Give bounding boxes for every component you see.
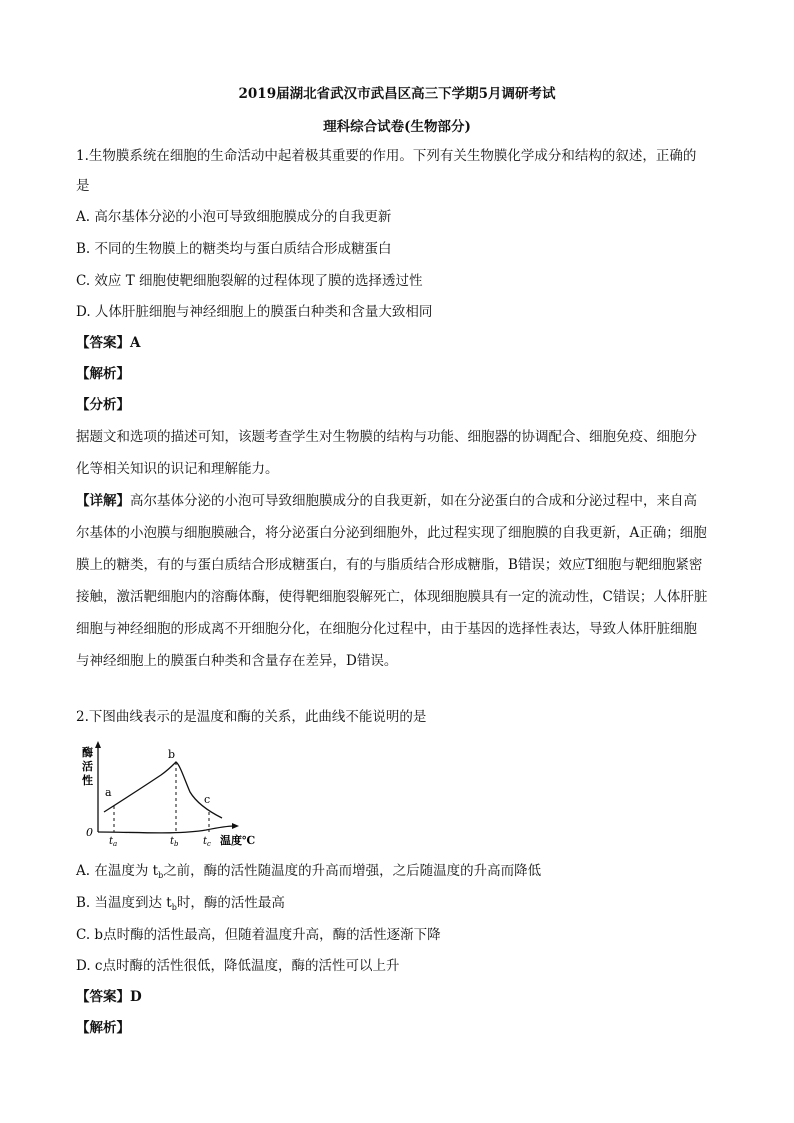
q1-detail-line: 接触，激活靶细胞内的溶酶体酶，使得靶细胞裂解死亡，体现细胞膜具有一定的流动性，C错误；人体肝脏 <box>76 589 708 605</box>
q1-stem-cont: 是 <box>76 178 90 194</box>
y-axis-label: 活 <box>82 760 93 773</box>
tick-tb-sub: b <box>174 840 179 848</box>
q1-analysis-label: 【解析】 <box>76 366 130 382</box>
q2-option-a-sub: b <box>158 871 164 880</box>
page-subtitle: 理科综合试卷(生物部分) <box>323 119 471 135</box>
x-axis <box>98 826 234 833</box>
q1-stem: 1.生物膜系统在细胞的生命活动中起着极其重要的作用。下列有关生物膜化学成分和结构的叙述，正确的 <box>76 148 697 164</box>
tick-ta-sub: a <box>113 840 118 848</box>
q2-answer: 【答案】D <box>76 989 142 1005</box>
x-axis-label: 温度℃ <box>220 834 256 847</box>
point-a-label: a <box>105 786 112 799</box>
origin-label: 0 <box>86 826 93 839</box>
point-b-label: b <box>168 748 176 761</box>
q1-fenxi-line: 化等相关知识的识记和理解能力。 <box>76 461 279 477</box>
q2-option-b-pre: B. 当温度到达 t <box>76 895 172 911</box>
enzyme-temperature-figure <box>76 740 266 850</box>
tick-tc <box>203 836 211 848</box>
q1-fenxi-line: 据题文和选项的描述可知，该题考查学生对生物膜的结构与功能、细胞器的协调配合、细胞免疫、细胞分 <box>76 429 697 445</box>
y-axis-label: 性 <box>82 774 93 787</box>
q1-option-d: D. 人体肝脏细胞与神经细胞上的膜蛋白种类和含量大致相同 <box>76 304 433 320</box>
tick-tb <box>170 836 179 848</box>
page-title: 2019届湖北省武汉市武昌区高三下学期5月调研考试 <box>238 86 556 102</box>
q2-option-b-sub: b <box>171 903 177 912</box>
q1-option-a: A. 高尔基体分泌的小泡可导致细胞膜成分的自我更新 <box>76 209 392 225</box>
q2-option-a-pre: A. 在温度为 t <box>76 863 159 879</box>
q1-detail-line: 与神经细胞上的膜蛋白种类和含量存在差异，D错误。 <box>76 653 398 669</box>
q1-fenxi-label: 【分析】 <box>76 397 130 413</box>
q2-analysis-label: 【解析】 <box>76 1020 130 1036</box>
y-axis-label: 酶 <box>82 746 93 759</box>
q2-option-d: D. c点时酶的活性很低，降低温度，酶的活性可以上升 <box>76 958 400 974</box>
q1-detail-line: 膜上的糖类，有的与蛋白质结合形成糖蛋白，有的与脂质结合形成糖脂，B错误；效应T细胞与靶细胞紧密 <box>76 557 703 573</box>
q1-detail-line <box>76 492 697 510</box>
tick-tb-main: t <box>170 836 175 847</box>
q2-option-b <box>76 894 285 917</box>
q2-option-a-post: 之前，酶的活性随温度的升高而增强，之后随温度的升高而降低 <box>163 863 542 879</box>
enzyme-activity-curve <box>104 762 222 818</box>
q1-option-c: C. 效应 T 细胞使靶细胞裂解的过程体现了膜的选择透过性 <box>76 273 423 289</box>
point-c-label: c <box>204 793 211 806</box>
tick-tc-sub: c <box>207 840 211 848</box>
tick-ta <box>109 836 117 848</box>
q2-stem: 2.下图曲线表示的是温度和酶的关系，此曲线不能说明的是 <box>76 709 427 725</box>
x-axis-arrow <box>232 823 239 829</box>
q2-option-c: C. b点时酶的活性最高，但随着温度升高，酶的活性逐渐下降 <box>76 927 441 943</box>
q1-detail-label: 【详解】 <box>76 493 130 509</box>
q1-option-b: B. 不同的生物膜上的糖类均与蛋白质结合形成糖蛋白 <box>76 241 392 257</box>
q1-detail-line: 细胞与神经细胞的形成离不开细胞分化，在细胞分化过程中，由于基因的选择性表达，导致人体肝脏细胞 <box>76 621 697 637</box>
q1-answer: 【答案】A <box>76 335 141 351</box>
q1-detail-line: 尔基体的小泡膜与细胞膜融合，将分泌蛋白分泌到细胞外，此过程实现了细胞膜的自我更新，A正确；细胞 <box>76 525 707 541</box>
tick-ta-main: t <box>109 836 114 847</box>
q1-detail-text: 高尔基体分泌的小泡可导致细胞膜成分的自我更新，如在分泌蛋白的合成和分泌过程中，来自高 <box>130 493 697 509</box>
y-axis-arrow <box>95 741 101 748</box>
q2-option-b-post: 时，酶的活性最高 <box>176 895 285 911</box>
tick-tc-main: t <box>203 836 208 847</box>
q2-option-a <box>76 862 541 885</box>
